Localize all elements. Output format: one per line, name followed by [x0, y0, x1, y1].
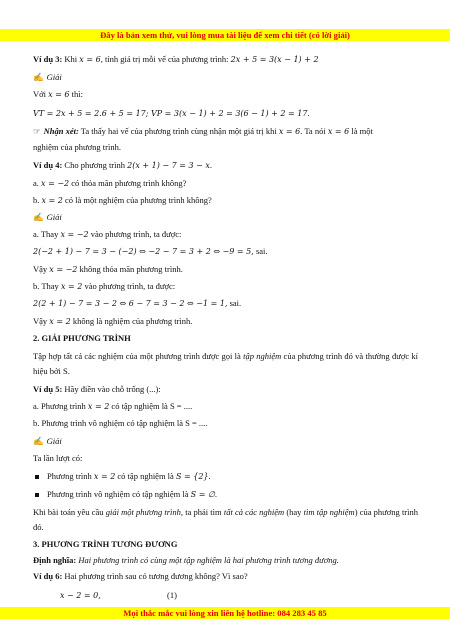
math-line: 2(−2 + 1) − 7 = 3 − (−2) ⇔ −2 − 7 = 3 + 2 ⇔ −9 = 5, sai. — [33, 246, 268, 256]
bullet-icon — [35, 475, 39, 479]
math-line: VT = 2x + 5 = 2.6 + 5 = 17; VP = 3(x − 1) + 2 = 3(6 − 1) + 2 = 17. — [33, 108, 310, 118]
text-line: a. Phương trình x = 2 có tập nghiệm là S = .... — [33, 401, 193, 411]
text-line: nghiệm của phương trình. — [33, 142, 121, 152]
definition-line: Định nghĩa: Hai phương trình có cùng một tập nghiệm là hai phương trình tương đương. — [33, 555, 339, 565]
example-5-line: Ví dụ 5: Hãy điền vào chỗ trống (...): — [33, 384, 161, 394]
remark-line: ☞ Nhận xét: Ta thấy hai vế của phương trình cùng nhận một giá trị khi x = 6. Ta nói x = 6 là một — [33, 126, 373, 136]
text-line: a. x = −2 có thỏa mãn phương trình không? — [33, 178, 187, 188]
equation-line: x − 2 = 0, (1) — [60, 590, 177, 600]
hotline-banner: Mọi thắc mắc vui lòng xin liên hệ hotline: 084 283 45 85 — [0, 607, 450, 619]
pencil-icon: ✍ — [33, 72, 44, 82]
solution-label: ✍ Giải — [33, 436, 62, 446]
bullet-item: Phương trình x = 2 có tập nghiệm là S = {2}. — [33, 471, 418, 482]
text-line: b. Phương trình vô nghiệm có tập nghiệm là S = .... — [33, 418, 208, 428]
paragraph: Tập hợp tất cả các nghiệm của một phương trình được gọi là tập nghiệm của phương trình đó và thường được kí hiệu bởi S. — [33, 351, 418, 376]
section-heading: 3. PHƯƠNG TRÌNH TƯƠNG ĐƯƠNG — [33, 539, 178, 549]
text-line: a. Thay x = −2 vào phương trình, ta được: — [33, 229, 182, 239]
text-line: b. Thay x = 2 vào phương trình, ta được: — [33, 281, 176, 291]
text-line: b. x = 2 có là một nghiệm của phương trình không? — [33, 195, 212, 205]
paragraph: Khi bài toán yêu cầu giải một phương trình, ta phải tìm tất cả các nghiệm (hay tìm tập nghiệm) của phương trình đó. — [33, 507, 418, 532]
text-line: Vậy x = 2 không là nghiệm của phương trình. — [33, 316, 193, 326]
text-line: Với x = 6 thì: — [33, 89, 83, 99]
example-6-line: Ví dụ 6: Hai phương trình sau có tương đương không? Vì sao? — [33, 571, 248, 581]
math-line: 2(2 + 1) − 7 = 3 − 2 ⇔ 6 − 7 = 3 − 2 ⇔ −1 = 1, sai. — [33, 298, 242, 308]
text-line: Vậy x = −2 không thỏa mãn phương trình. — [33, 264, 183, 274]
preview-banner: Đây là bản xem thử, vui lòng mua tài liệu để xem chi tiết (có lời giải) — [0, 29, 450, 41]
solution-label: ✍ Giải — [33, 72, 62, 82]
solution-label: ✍ Giải — [33, 212, 62, 222]
pencil-icon: ✍ — [33, 212, 44, 222]
pencil-icon: ✍ — [33, 436, 44, 446]
example-4-line: Ví dụ 4: Cho phương trình 2(x + 1) − 7 = 3 − x. — [33, 160, 213, 170]
pointer-icon: ☞ — [33, 126, 41, 136]
example-3-line: Ví dụ 3: Khi x = 6, tính giá trị mỗi vế của phương trình: 2x + 5 = 3(x − 1) + 2 — [33, 54, 319, 64]
bullet-icon — [35, 493, 39, 497]
bullet-item: Phương trình vô nghiệm có tập nghiệm là S = ∅. — [33, 489, 418, 500]
section-heading: 2. GIẢI PHƯƠNG TRÌNH — [33, 333, 131, 343]
text-line: Ta lần lượt có: — [33, 453, 83, 463]
